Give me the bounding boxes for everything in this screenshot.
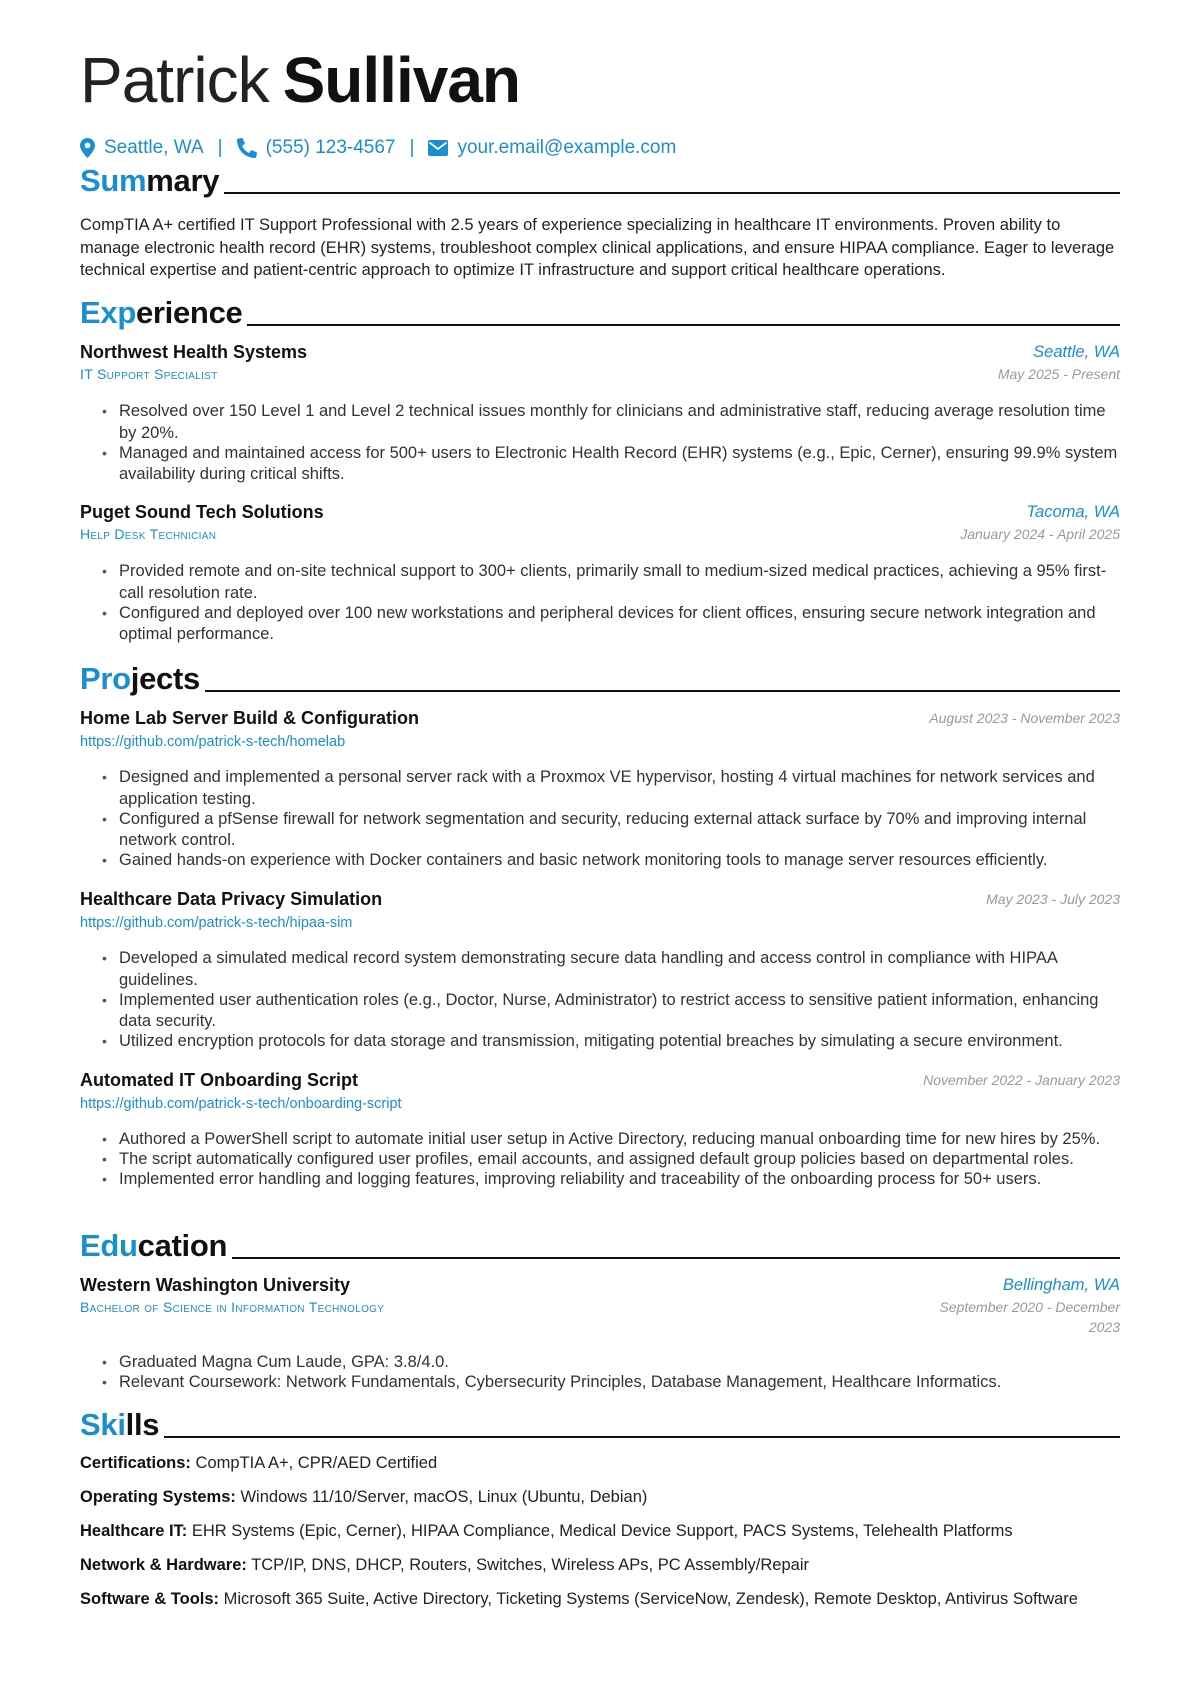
project-bullets bbox=[80, 1129, 1120, 1189]
skill-label: Healthcare IT: bbox=[80, 1522, 188, 1540]
skill-value: CompTIA A+, CPR/AED Certified bbox=[195, 1454, 438, 1472]
skill-label: Operating Systems: bbox=[80, 1488, 236, 1506]
project-name: Automated IT Onboarding Script bbox=[80, 1070, 358, 1090]
phone-icon bbox=[237, 138, 257, 158]
degree: Bachelor of Science in Information Technology bbox=[80, 1299, 385, 1315]
bullet-item: • Utilized encryption protocols for data storage and transmission, mitigating potential breaches by simulating a secure environment. bbox=[80, 1031, 1120, 1053]
job-role: IT Support Specialist bbox=[80, 366, 218, 382]
bullet-item: • Gained hands-on experience with Docker containers and basic network monitoring tools to manage server resources efficiently. bbox=[80, 850, 1120, 872]
candidate-name bbox=[80, 42, 520, 118]
email-text: your.email@example.com bbox=[457, 137, 677, 158]
bullet-item: • Configured and deployed over 100 new workstations and peripheral devices for client offices, ensuring secure network integration and optimal performance. bbox=[80, 603, 1120, 646]
project-name: Healthcare Data Privacy Simulation bbox=[80, 889, 383, 909]
school-name: Western Washington University bbox=[80, 1275, 351, 1295]
summary-text: CompTIA A+ certified IT Support Professional with 2.5 years of experience specializing in healthcare IT environments. Proven ability to manage electronic health record (EHR) systems, troubleshoot complex clinical applications, and ensure HIPAA compliance. Eager to leverage technical expertise and patient-centric approach to optimize IT infrastructure and support critical healthcare operations. bbox=[80, 216, 1115, 279]
bullet-item: • Graduated Magna Cum Laude, GPA: 3.8/4.0. bbox=[80, 1352, 1120, 1374]
contact-email[interactable] bbox=[428, 137, 676, 159]
contact-separator: | bbox=[217, 137, 223, 158]
contact-phone[interactable] bbox=[237, 137, 396, 159]
heading-rule bbox=[224, 192, 1120, 194]
bullet-item: • Implemented error handling and logging features, improving reliability and traceability of the onboarding process for 50+ users. bbox=[80, 1169, 1120, 1191]
project-link[interactable]: https://github.com/patrick-s-tech/homelab bbox=[80, 734, 346, 750]
skill-label: Network & Hardware: bbox=[80, 1556, 247, 1574]
bullet-item: • Designed and implemented a personal server rack with a Proxmox VE hypervisor, hosting 4 virtual machines for network services and application testing. bbox=[80, 767, 1120, 810]
bullet-item: • Resolved over 150 Level 1 and Level 2 technical issues monthly for clinicians and administrative staff, reducing average resolution time by 20%. bbox=[80, 401, 1120, 444]
job-dates: January 2024 - April 2025 bbox=[960, 526, 1120, 542]
company-name: Puget Sound Tech Solutions bbox=[80, 502, 324, 522]
bullet-item: • Authored a PowerShell script to automate initial user setup in Active Directory, reducing manual onboarding time for new hires by 25%. bbox=[80, 1129, 1120, 1151]
skill-label: Software & Tools: bbox=[80, 1590, 220, 1608]
education-dates-line1: September 2020 - December bbox=[939, 1299, 1120, 1315]
bullet-item: • Developed a simulated medical record system demonstrating secure data handling and access control in compliance with HIPAA guidelines. bbox=[80, 948, 1120, 991]
project-dates: November 2022 - January 2023 bbox=[923, 1072, 1120, 1088]
school-location: Bellingham, WA bbox=[1002, 1276, 1120, 1294]
bullet-item: • Relevant Coursework: Network Fundamentals, Cybersecurity Principles, Database Management, Healthcare Informatics. bbox=[80, 1372, 1120, 1394]
phone-text: (555) 123-4567 bbox=[265, 137, 396, 158]
skill-line bbox=[80, 1452, 437, 1474]
bullet-item: • Implemented user authentication roles (e.g., Doctor, Nurse, Administrator) to restrict access to sensitive patient information, enhancing data security. bbox=[80, 990, 1120, 1033]
location-pin-icon bbox=[80, 138, 95, 158]
job-dates: May 2025 - Present bbox=[997, 366, 1120, 382]
bullet-item: • The script automatically configured user profiles, email accounts, and assigned default group policies based on departmental roles. bbox=[80, 1149, 1120, 1171]
heading-rule bbox=[205, 690, 1120, 692]
skill-line bbox=[80, 1554, 809, 1576]
heading-rule bbox=[164, 1436, 1120, 1438]
skill-line bbox=[80, 1520, 1013, 1542]
job-location: Tacoma, WA bbox=[1026, 503, 1120, 521]
education-dates-line2: 2023 bbox=[1088, 1319, 1120, 1335]
skill-value: Microsoft 365 Suite, Active Directory, Ticketing Systems (ServiceNow, Zendesk), Remote Desktop, Antivirus Software bbox=[223, 1590, 1078, 1608]
first-name: Patrick bbox=[80, 44, 269, 116]
project-dates: August 2023 - November 2023 bbox=[929, 710, 1120, 726]
heading-rule bbox=[232, 1257, 1120, 1259]
skill-value: TCP/IP, DNS, DHCP, Routers, Switches, Wireless APs, PC Assembly/Repair bbox=[251, 1556, 809, 1574]
education-bullets bbox=[80, 1352, 1120, 1392]
skill-label: Certifications: bbox=[80, 1454, 191, 1472]
education-heading: Education bbox=[80, 1223, 1120, 1263]
envelope-icon bbox=[428, 140, 448, 156]
project-name: Home Lab Server Build & Configuration bbox=[80, 708, 420, 728]
contact-separator: | bbox=[409, 137, 415, 158]
experience-heading: Experience bbox=[80, 290, 1120, 330]
bullet-item: • Configured a pfSense firewall for network segmentation and security, reducing external attack surface by 70% and improving internal network control. bbox=[80, 809, 1120, 852]
project-link[interactable]: https://github.com/patrick-s-tech/hipaa-sim bbox=[80, 915, 353, 931]
projects-heading: Projects bbox=[80, 656, 1120, 696]
project-bullets bbox=[80, 767, 1120, 870]
bullet-item: • Provided remote and on-site technical support to 300+ clients, primarily small to medium-sized medical practices, achieving a 95% first-call resolution rate. bbox=[80, 561, 1120, 604]
job-location: Seattle, WA bbox=[1033, 343, 1120, 361]
skill-value: EHR Systems (Epic, Cerner), HIPAA Compliance, Medical Device Support, PACS Systems, Telehealth Platforms bbox=[191, 1522, 1013, 1540]
location-text: Seattle, WA bbox=[104, 137, 204, 158]
job-bullets bbox=[80, 561, 1120, 644]
job-role: Help Desk Technician bbox=[80, 526, 217, 542]
skill-value: Windows 11/10/Server, macOS, Linux (Ubuntu, Debian) bbox=[240, 1488, 648, 1506]
company-name: Northwest Health Systems bbox=[80, 342, 308, 362]
contact-location bbox=[80, 137, 204, 159]
project-link[interactable]: https://github.com/patrick-s-tech/onboarding-script bbox=[80, 1096, 402, 1112]
project-bullets bbox=[80, 948, 1120, 1051]
heading-rule bbox=[247, 324, 1120, 326]
skill-line bbox=[80, 1588, 1078, 1610]
project-dates: May 2023 - July 2023 bbox=[986, 891, 1120, 907]
last-name: Sullivan bbox=[282, 44, 520, 116]
skill-line bbox=[80, 1486, 647, 1508]
skills-heading: Skills bbox=[80, 1402, 1120, 1442]
summary-heading: Summary bbox=[80, 158, 1120, 198]
bullet-item: • Managed and maintained access for 500+ users to Electronic Health Record (EHR) systems (e.g., Epic, Cerner), ensuring 99.9% system availability during critical shifts. bbox=[80, 443, 1120, 486]
job-bullets bbox=[80, 401, 1120, 484]
